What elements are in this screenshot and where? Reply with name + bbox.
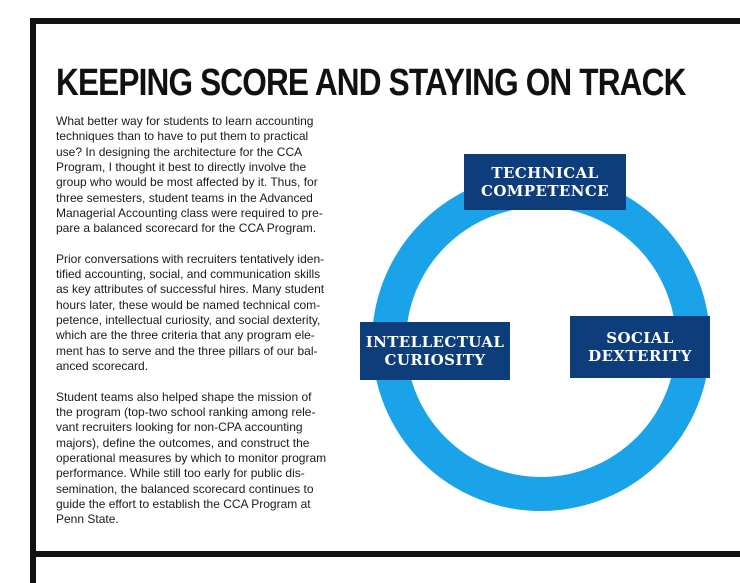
paragraph-1: What better way for students to learn accounting techniques than to have to put them to practical use? In designing the architecture for the CCA Program, I thought it best to directly involve the group who would be most affected by it. Thus, for three semesters, student teams in the Advanced Managerial Accounting class were required to prepare a balanced scorecard for the CCA Program. xyxy=(56,114,323,236)
pillar-social-line2: DEXTERITY xyxy=(588,347,692,365)
balanced-scorecard-diagram xyxy=(350,140,740,540)
article-body xyxy=(56,114,328,543)
pillar-technical-line2: COMPETENCE xyxy=(481,182,609,200)
pillar-social-line1: SOCIAL xyxy=(606,329,674,347)
frame-left-border xyxy=(30,18,36,583)
pillar-social-dexterity xyxy=(570,316,710,378)
pillar-technical-competence xyxy=(464,154,626,210)
frame-bottom-border xyxy=(30,551,740,557)
paragraph-3: Student teams also helped shape the mission of the program (top-two school ranking among relevant recruiters looking for non-CPA accounting majors), define the outcomes, and construct the operational measures by which to monitor program performance. While still too early for public dissemination, the balanced scorecard continues to guide the effort to establish the CCA Program at Penn State. xyxy=(56,389,327,527)
pillar-technical-line1: TECHNICAL xyxy=(491,164,599,182)
paragraph-2: Prior conversations with recruiters tentatively identified accounting, social, and communication skills as key attributes of successful hires. Many student hours later, these would be named technical competence, intellectual curiosity, and social dexterity, which are the three criteria that any program element has to serve and the three pillars of our balanced scorecard. xyxy=(56,251,325,374)
headline: KEEPING SCORE AND STAYING ON TRACK xyxy=(56,62,686,104)
pillar-intellectual-line1: INTELLECTUAL xyxy=(365,333,505,351)
pillar-intellectual-line2: CURIOSITY xyxy=(384,351,486,369)
frame-top-border xyxy=(30,18,740,24)
pillar-intellectual-curiosity xyxy=(360,322,510,380)
